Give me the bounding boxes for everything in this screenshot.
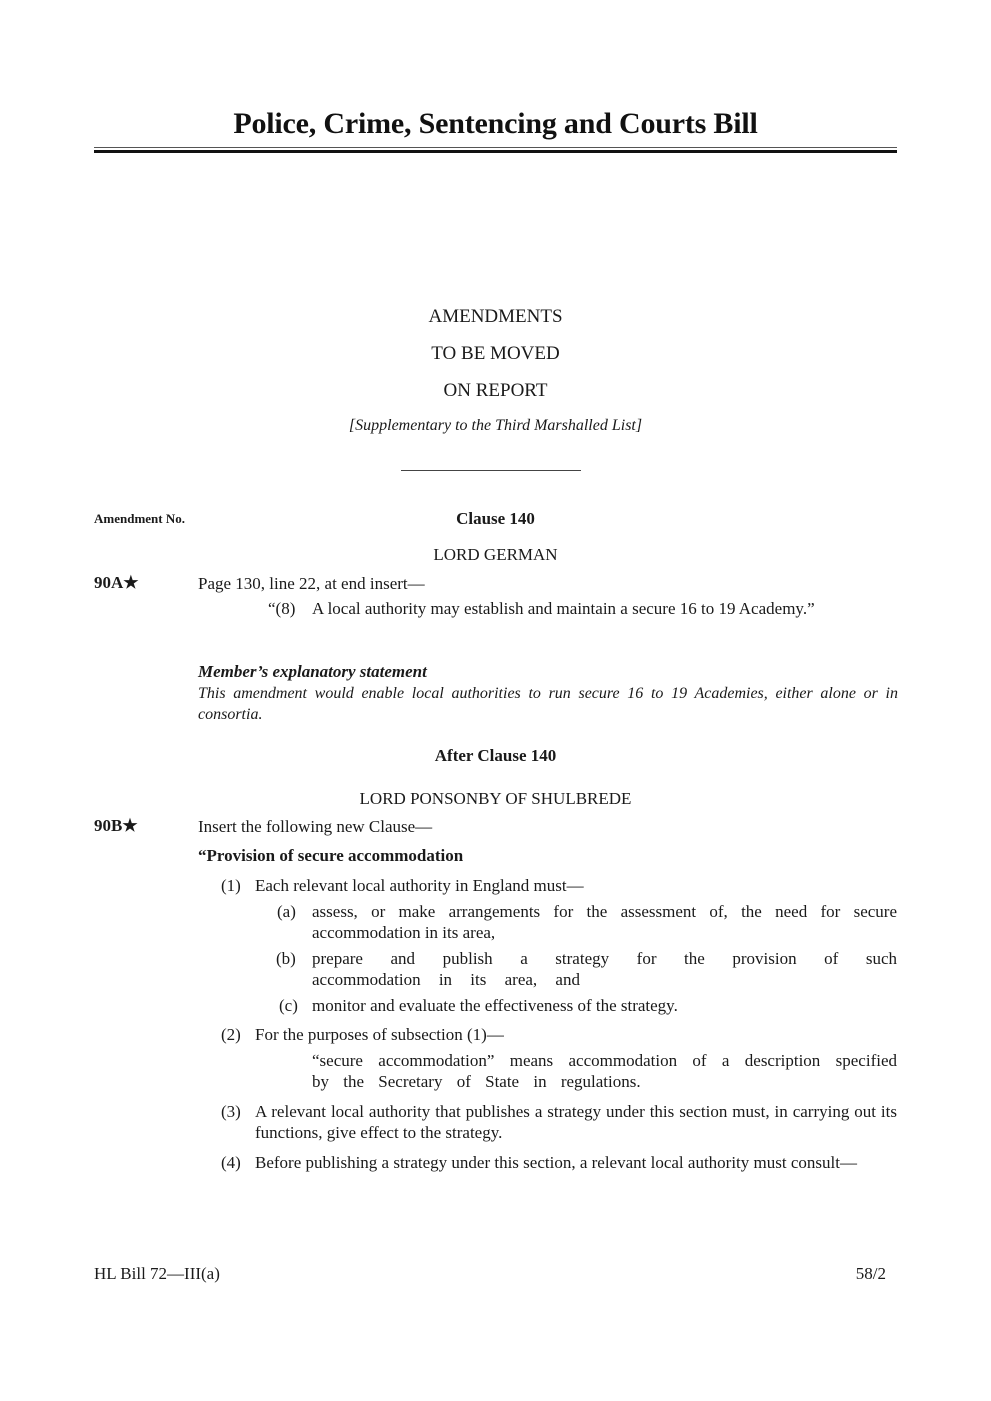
- subsection-number: (4): [221, 1153, 241, 1172]
- heading-line-on-report: ON REPORT: [443, 380, 548, 401]
- heading-line-amendments: AMENDMENTS: [428, 306, 563, 327]
- title-rule-thin: [94, 147, 897, 148]
- member-name: LORD GERMAN: [433, 545, 558, 564]
- paragraph-number: (b): [276, 949, 296, 968]
- paragraph-text: monitor and evaluate the effectiveness of the strategy.: [312, 996, 678, 1015]
- page-reference: 58/2: [855, 1264, 886, 1283]
- paragraph-number: (a): [277, 902, 296, 921]
- inserted-subsection-text: A local authority may establish and maintain a secure 16 to 19 Academy.”: [312, 599, 815, 618]
- clause-heading: After Clause 140: [434, 746, 557, 765]
- amendment-number-column-label: Amendment No.: [94, 511, 185, 526]
- subsection-number: (3): [221, 1102, 241, 1121]
- heading-line-to-be-moved: TO BE MOVED: [431, 343, 560, 364]
- bill-reference: HL Bill 72—III(a): [94, 1264, 220, 1283]
- amendment-number: 90B★: [94, 816, 138, 835]
- subsection-number: (2): [221, 1025, 241, 1044]
- subsection-text: Before publishing a strategy under this section, a relevant local authority must consult—: [255, 1153, 857, 1172]
- paragraph-text: assess, or make arrangements for the assessment of, the need for secure accommodation in its area,: [312, 902, 897, 942]
- title-rule-thick: [94, 150, 897, 153]
- paragraph-number: (c): [279, 996, 298, 1015]
- new-clause-title: “Provision of secure accommodation: [198, 846, 464, 865]
- clause-heading: Clause 140: [456, 509, 535, 528]
- member-name: LORD PONSONBY OF SHULBREDE: [359, 789, 632, 808]
- subsection-number: (1): [221, 876, 241, 895]
- separator-rule: [401, 470, 581, 471]
- bill-title: Police, Crime, Sentencing and Courts Bill: [233, 107, 758, 140]
- subsection-text: A relevant local authority that publishes a strategy under this section must, in carrying out its functions, give effect to the strategy.: [255, 1102, 897, 1142]
- inserted-subsection-number: “(8): [268, 599, 296, 618]
- explanatory-statement-text: This amendment would enable local authorities to run secure 16 to 19 Academies, either alone or in consortia.: [198, 685, 898, 723]
- definition-text: “secure accommodation” means accommodation of a description specified by the Secretary of State in regulations.: [312, 1051, 897, 1091]
- amendment-instruction: Insert the following new Clause—: [198, 817, 433, 836]
- explanatory-statement-heading: Member’s explanatory statement: [198, 662, 427, 681]
- subsection-text: Each relevant local authority in England must—: [255, 876, 584, 895]
- paragraph-text: prepare and publish a strategy for the provision of such accommodation in its area, and: [312, 949, 897, 989]
- amendment-instruction: Page 130, line 22, at end insert—: [198, 574, 425, 593]
- amendment-number: 90A★: [94, 573, 139, 592]
- subsection-text: For the purposes of subsection (1)—: [255, 1025, 504, 1044]
- subtitle: [Supplementary to the Third Marshalled List]: [348, 417, 643, 434]
